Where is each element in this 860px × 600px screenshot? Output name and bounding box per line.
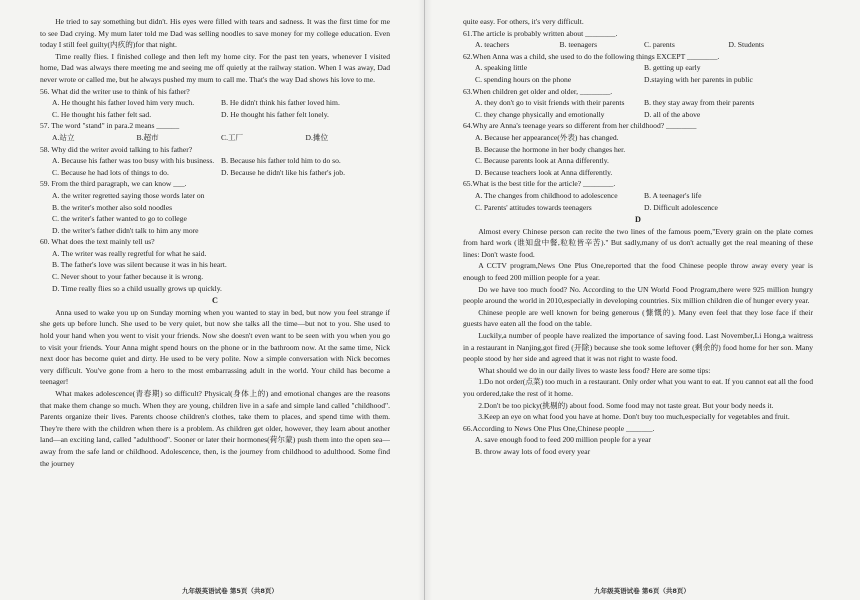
passage-paragraph: Anna used to wake you up on Sunday morning when you wanted to stay in bed, but now you feel strange if she gets up before lunch. She used to be very quiet, but now she talks all the time—but not to you. She used to hold your hand when you went to visit your friends. Now she doesn't even want to be seen with you when you go to visit your friends. Your Anna might spend hours on the phone or in the bathroom now. At the same time, Nick next door has become quiet and dirty. He used to be very polite. Now a simple conversation with Nick becomes very difficult. You've gone from a hero to the most embarrassing adult in the world. Your child has become a teenager! [40,307,390,387]
question-option[interactable]: B. they stay away from their parents [644,98,755,108]
question-option[interactable]: C. Parents' attitudes towards teenagers [475,202,592,212]
left-page-column [40,16,390,586]
page-fold-shadow [418,0,432,600]
page-footer-left: 九年级英语试卷 第5页（共8页） [182,587,278,595]
question-option[interactable]: B. teenagers [559,40,598,50]
question-option[interactable]: A. speaking little [475,63,528,73]
question-option[interactable]: C. the writer's father wanted to go to college [52,214,187,224]
question-options [463,62,813,85]
question-option[interactable]: A. the writer regretted saying those words later on [52,190,205,200]
question-options [463,190,813,213]
question-option[interactable]: B.超市 [136,132,159,142]
question-option[interactable]: A. Because his father was too busy with his business. [52,156,215,166]
question-option[interactable]: A. The changes from childhood to adolescence [475,190,618,200]
passage-paragraph: Almost every Chinese person can recite the two lines of the famous poem,"Every grain on the plate comes from hard work (谁知盘中餐,粒粒皆辛苦)." But sadly,many of us don't actually get the real meaning of these lines: Don't waste food. [463,226,813,259]
question-stem: 65.What is the best title for the article? ________. [463,179,616,189]
passage-paragraph: 1.Do not order(点菜) too much in a restaurant. Only order what you want to eat. If you cannot eat all the food you ordered,take the rest of it home. [463,377,813,398]
passage-paragraph: 2.Don't be too picky(挑剔的) about food. Some food may not taste great. But your body needs it. [478,400,774,410]
question-option[interactable]: B. He didn't think his father loved him. [221,98,340,108]
question-option[interactable]: C. they change physically and emotionally [475,109,605,119]
question-options [40,132,390,144]
passage-paragraph: What should we do in our daily lives to waste less food? Here are some tips: [478,365,711,375]
question-option[interactable]: A.站立 [52,132,75,142]
question-option[interactable]: A. Because her appearance(外表) has changed. [475,132,619,142]
question-stem: 56. What did the writer use to think of his father? [40,86,190,96]
passage-paragraph: A CCTV program,News One Plus One,reported that the food Chinese people throw away every year is enough to feed 200 million people for a year. [463,261,813,283]
question-stem: 64.Why are Anna's teenage years so different from her childhood? ________ [463,121,697,131]
question-option[interactable]: B. throw away lots of food every year [475,446,591,456]
question-option[interactable]: D. Because teachers look at Anna differently. [475,167,613,177]
question-option[interactable]: A. He thought his father loved him very much. [52,98,195,108]
question-stem: 66.According to News One Plus One,Chinese people _______. [463,423,655,433]
question-option[interactable]: C.工厂 [221,132,244,142]
passage-paragraph: Time really flies. I finished college and then left my home city. For the past ten years, whenever I visited home, Dad was always there meeting me and seeing me off quietly at the railway station. When I was away, Dad never wrote or called me, but he always pushed my mum to call me. That's the way Dad shows his love to me. [40,51,390,84]
question-option[interactable]: B. getting up early [644,63,701,73]
section-d-passage [463,226,813,423]
question-option[interactable]: D. the writer's father didn't talk to him any more [52,225,199,235]
page-footer-right: 九年级英语试卷 第6页（共8页） [594,587,690,595]
passage-paragraph: Do we have too much food? No. According to the UN World Food Program,there were 925 million hungry people around the world in 2010,especially in developing countries. Six million children die of hunger every year. [463,284,813,306]
question-option[interactable]: C. Because parents look at Anna differently. [475,156,609,166]
passage-paragraph: Chinese people are well known for being generous (慷慨的). Many even feel that they lose face if their guests have eaten all the food on the table. [463,307,813,329]
question-option[interactable]: D. all of the above [644,109,701,119]
question-option[interactable]: A. save enough food to feed 200 million people for a year [475,435,651,445]
page-divider [424,0,425,600]
question-stem: 58. Why did the writer avoid talking to his father? [40,144,193,154]
question-option[interactable]: B. the writer's mother also sold noodles [52,202,173,212]
question-options [40,248,390,294]
question-option[interactable]: D.摊位 [305,132,329,142]
question-options [463,434,813,457]
question-option[interactable]: C. He thought his father felt sad. [52,109,152,119]
question-option[interactable]: B. The father's love was silent because it was in his heart. [52,260,227,270]
section-d-heading: D [635,215,641,225]
question-option[interactable]: D. He thought his father felt lonely. [221,109,329,119]
question-option[interactable]: C. parents [644,40,675,50]
question-options [40,97,390,120]
question-option[interactable]: B. Because the hormone in her body changes her. [475,144,626,154]
passage-continuation: quite easy. For others, it's very difficult. [463,17,584,26]
question-option[interactable]: D.staying with her parents in public [644,74,753,84]
question-stem: 60. What does the text mainly tell us? [40,237,155,247]
question-option[interactable]: C. spending hours on the phone [475,74,572,84]
question-option[interactable]: A. The writer was really regretful for what he said. [52,248,207,258]
question-stem: 57. The word "stand" in para.2 means ______ [40,121,180,131]
passage-paragraph: Luckily,a number of people have realized the importance of saving food. Last November,Li Hong,a waitress in a restaurant in Nanjing,got fired (开除) because she took some leftover (剩余的) food home for her son. Many people stood by her side and agreed that it was not right to waste food. [463,331,813,364]
question-options [40,155,390,178]
question-stem: 61.The article is probably written about ________. [463,28,618,38]
question-option[interactable]: D. Students [728,40,764,50]
question-list [40,86,390,295]
question-option[interactable]: B. Because his father told him to do so. [221,156,341,166]
question-option[interactable]: A. teachers [475,40,510,50]
question-option[interactable]: C. Because he had lots of things to do. [52,167,169,177]
section-c-heading: C [212,296,218,306]
question-option[interactable]: A. they don't go to visit friends with their parents [475,98,625,108]
question-options [463,132,813,178]
question-list [463,28,813,214]
question-options [40,190,390,236]
passage-paragraph: He tried to say something but didn't. His eyes were filled with tears and sadness. It was the first time for me to see Dad crying. My mum later told me Dad was selling noodles to save money for my college education. Even today I still feel guilty(内疚的)for that night. [40,17,390,50]
question-stem: 62.When Anna was a child, she used to do the following things EXCEPT ________. [463,51,720,61]
passage-paragraph: 3.Keep an eye on what food you have at home. Don't buy too much,especially for vegetables and fruit. [478,412,790,422]
question-stem: 63.When children get older and older, ________. [463,86,613,96]
question-option[interactable]: D. Time really flies so a child usually grows up quickly. [52,283,222,293]
passage-paragraph: What makes adolescence(青春期) so difficult? Physical(身体上的) and emotional changes are the reasons that make them change so much. When they are young, children live in a safe and simple land called "childhood". Parents organize their lives. Parents choose children's clothes, take them to places, and spend time with them. They're there with the children when there is a problem. As children get older, however, they learn about another land—an exciting land, called "adulthood". Sooner or later their hormones(荷尔蒙) push them into the open sea—away from the safe land or childhood. Adolescence, then, is the journey from childhood to adulthood. Some find the journey [40,389,390,468]
right-page-column [463,16,813,586]
question-option[interactable]: B. A teenager's life [644,190,702,200]
question-options [463,39,813,51]
question-options [463,97,813,120]
question-option[interactable]: C. Never shout to your father because it is wrong. [52,272,204,282]
question-stem: 59. From the third paragraph, we can know ___. [40,179,187,189]
question-option[interactable]: D. Difficult adolescence [644,202,718,212]
question-option[interactable]: D. Because he didn't like his father's job. [221,167,345,177]
